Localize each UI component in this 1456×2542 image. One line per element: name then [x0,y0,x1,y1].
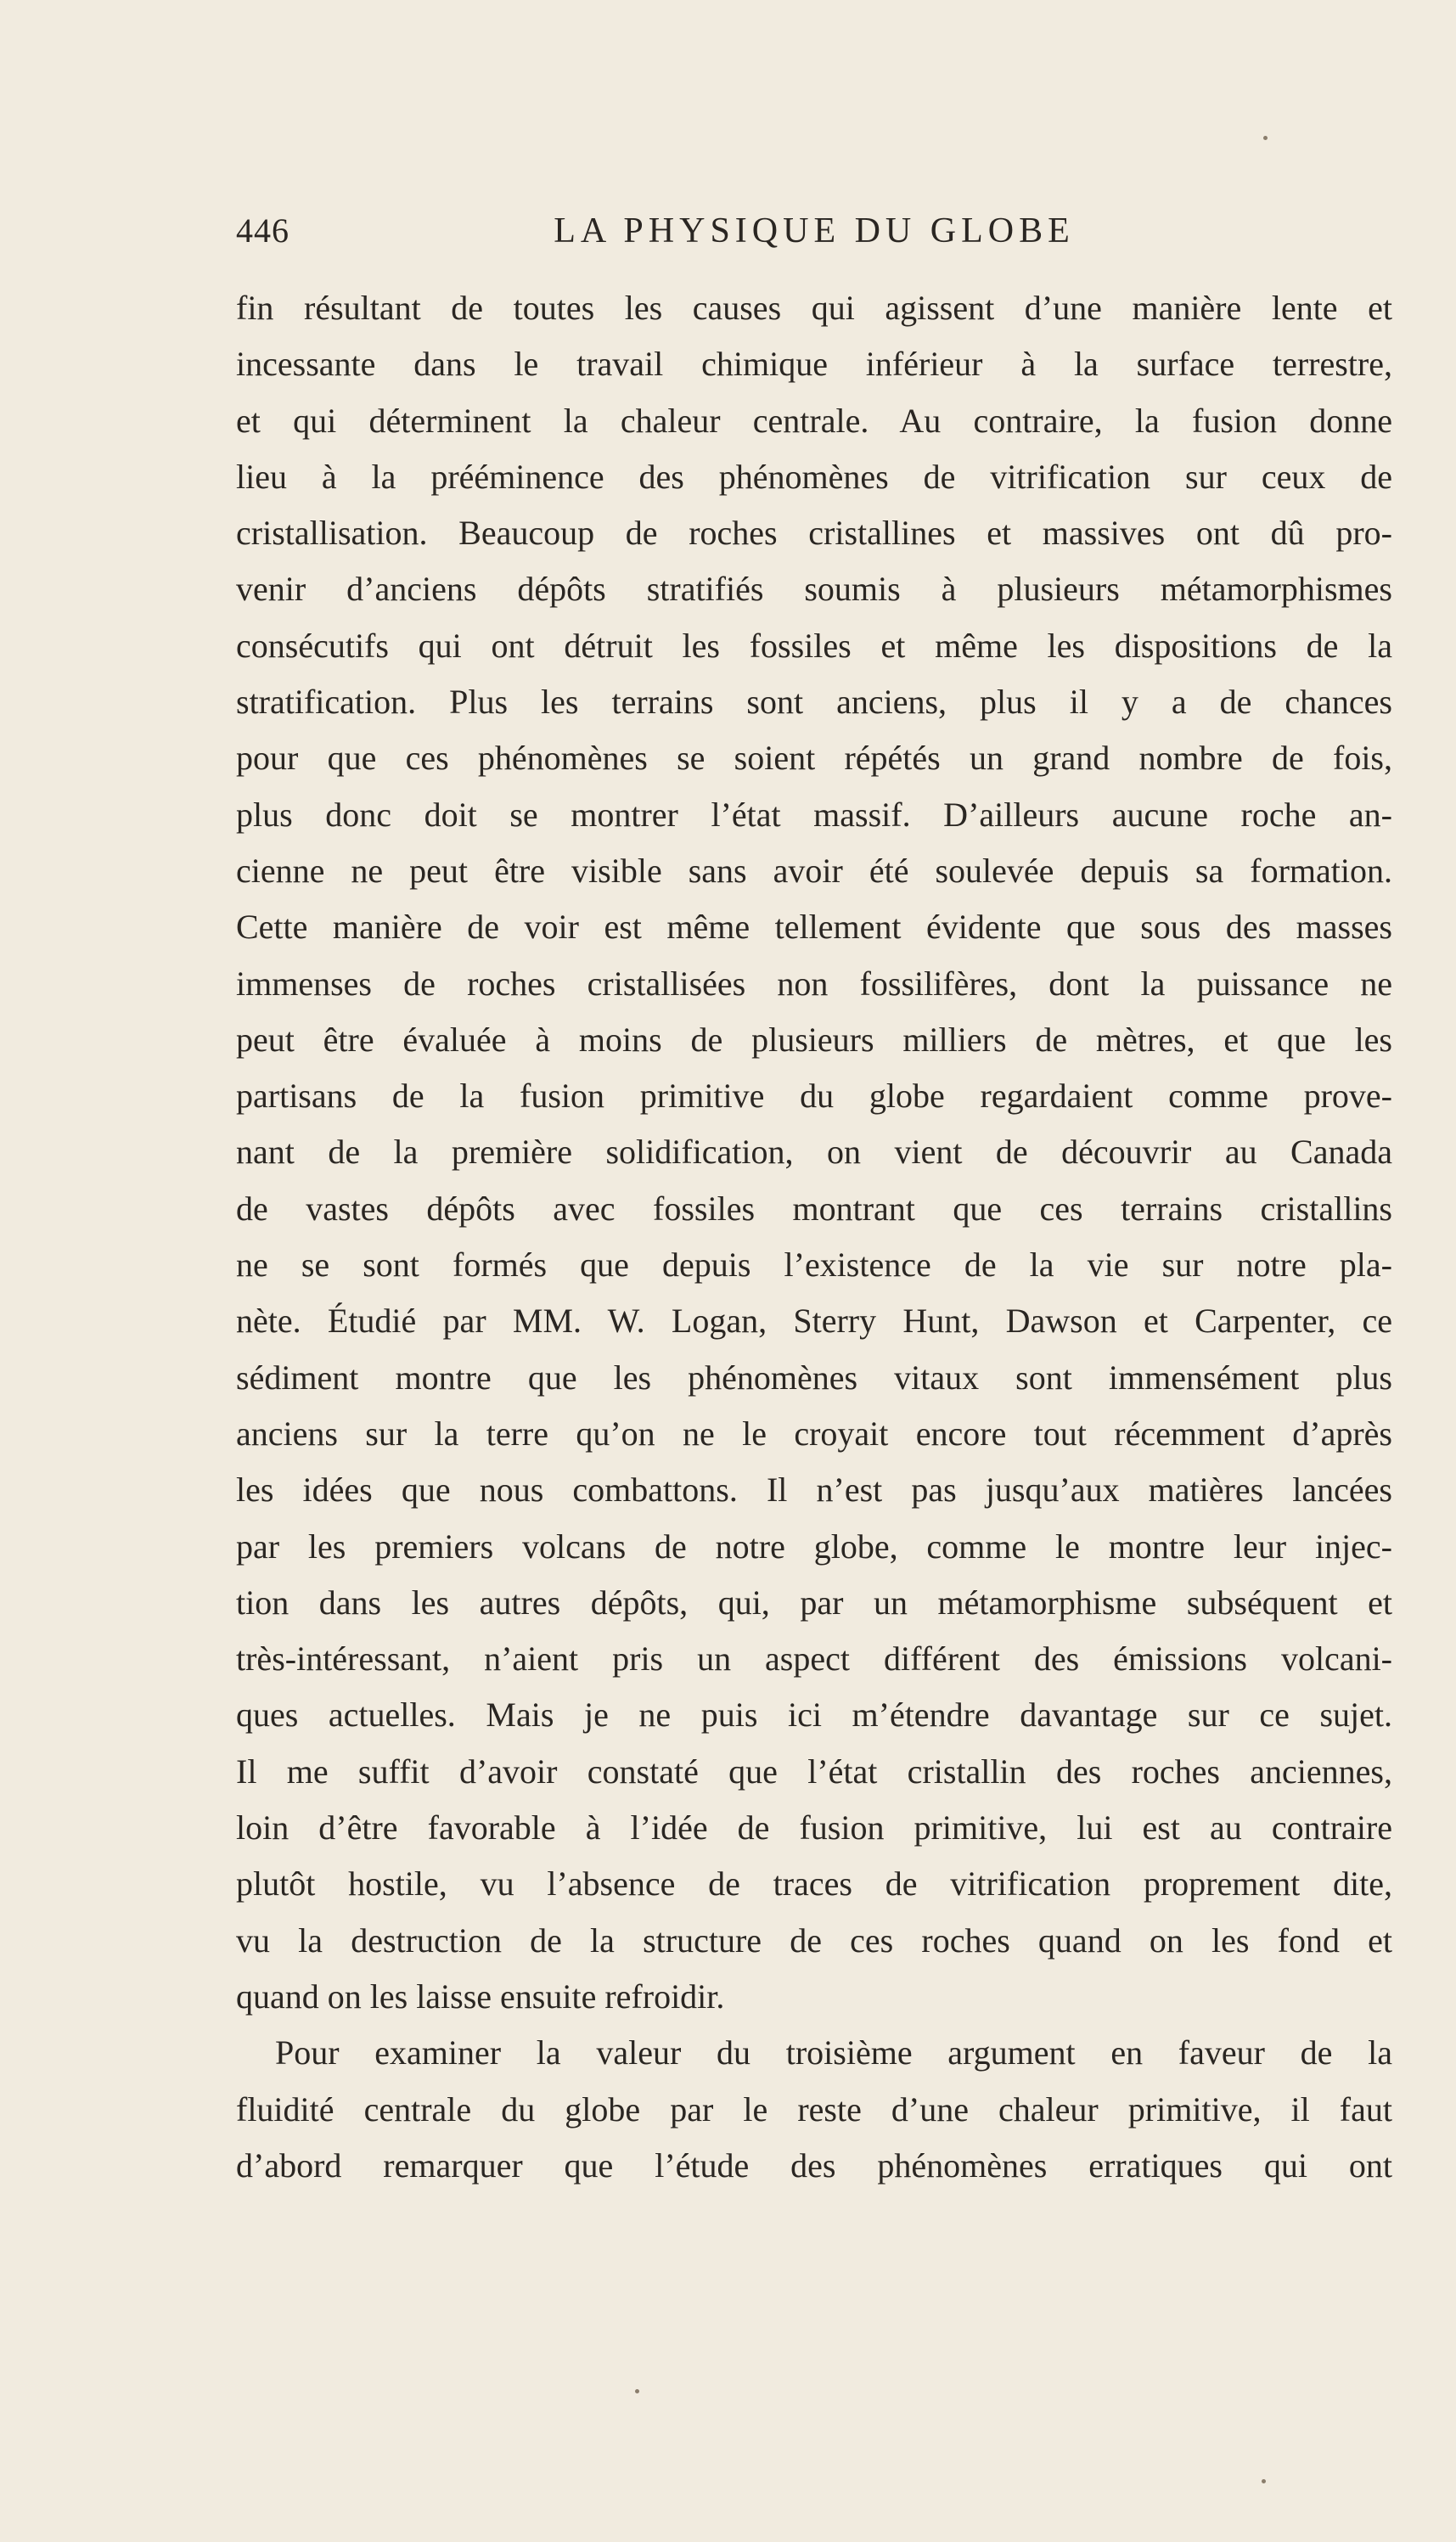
text-line: nant de la première solidification, on vient de découvrir au Canada [236,1133,1392,1172]
body-text [236,280,1392,2194]
text-line: de vastes dépôts avec fossiles montrant que ces terrains cristallins [236,1189,1392,1228]
text-line: immenses de roches cristallisées non fossilifères, dont la puissance ne [236,964,1392,1003]
text-line: par les premiers volcans de notre globe, comme le montre leur injec- [236,1527,1392,1566]
text-line: consécutifs qui ont détruit les fossiles et même les dispositions de la [236,626,1392,665]
text-line: cienne ne peut être visible sans avoir été soulevée depuis sa formation. [236,851,1392,890]
text-line: et qui déterminent la chaleur centrale. Au contraire, la fusion donne [236,401,1392,440]
text-line: incessante dans le travail chimique inférieur à la surface terrestre, [236,345,1392,384]
paragraph-start-line: Pour examiner la valeur du troisième argument en faveur de la [275,2033,1392,2072]
text-line: d’abord remarquer que l’étude des phénomènes erratiques qui ont [236,2146,1392,2185]
paragraph-end-line: quand on les laisse ensuite refroidir. [236,1977,725,2016]
text-line: tion dans les autres dépôts, qui, par un métamorphisme subséquent et [236,1583,1392,1622]
text-line: vu la destruction de la structure de ces roches quand on les fond et [236,1921,1392,1960]
text-line: lieu à la prééminence des phénomènes de vitrification sur ceux de [236,457,1392,496]
text-line: cristallisation. Beaucoup de roches cristallines et massives ont dû pro- [236,514,1392,553]
text-line: ne se sont formés que depuis l’existence de la vie sur notre pla- [236,1246,1392,1285]
text-line: fin résultant de toutes les causes qui agissent d’une manière lente et [236,289,1392,327]
text-line: peut être évaluée à moins de plusieurs milliers de mètres, et que les [236,1020,1392,1059]
page-number: 446 [236,211,290,250]
text-line: ques actuelles. Mais je ne puis ici m’étendre davantage sur ce sujet. [236,1696,1392,1735]
ink-speck [1262,2479,1266,2483]
page-header [236,211,1392,262]
ink-speck [1263,136,1268,140]
text-line: plus donc doit se montrer l’état massif. D’ailleurs aucune roche an- [236,795,1392,834]
text-line: Il me suffit d’avoir constaté que l’état cristallin des roches anciennes, [236,1752,1392,1791]
text-line: pour que ces phénomènes se soient répétés un grand nombre de fois, [236,739,1392,778]
text-line: les idées que nous combattons. Il n’est pas jusqu’aux matières lancées [236,1471,1392,1510]
text-line: nète. Étudié par MM. W. Logan, Sterry Hunt, Dawson et Carpenter, ce [236,1302,1392,1341]
text-line: anciens sur la terre qu’on ne le croyait encore tout récemment d’après [236,1414,1392,1453]
running-title: LA PHYSIQUE DU GLOBE [554,211,1075,250]
ink-speck [635,2389,639,2393]
text-line: partisans de la fusion primitive du globe regardaient comme prove- [236,1077,1392,1116]
text-line: stratification. Plus les terrains sont anciens, plus il y a de chances [236,683,1392,722]
text-line: Cette manière de voir est même tellement évidente que sous des masses [236,908,1392,947]
text-line: très-intéressant, n’aient pris un aspect différent des émissions volcani- [236,1639,1392,1679]
text-line: sédiment montre que les phénomènes vitaux sont immensément plus [236,1358,1392,1397]
text-line: venir d’anciens dépôts stratifiés soumis à plusieurs métamorphismes [236,570,1392,609]
text-line: loin d’être favorable à l’idée de fusion primitive, lui est au contraire [236,1808,1392,1847]
text-line: plutôt hostile, vu l’absence de traces de vitrification proprement dite, [236,1864,1392,1904]
text-line: fluidité centrale du globe par le reste d’une chaleur primitive, il faut [236,2089,1392,2129]
